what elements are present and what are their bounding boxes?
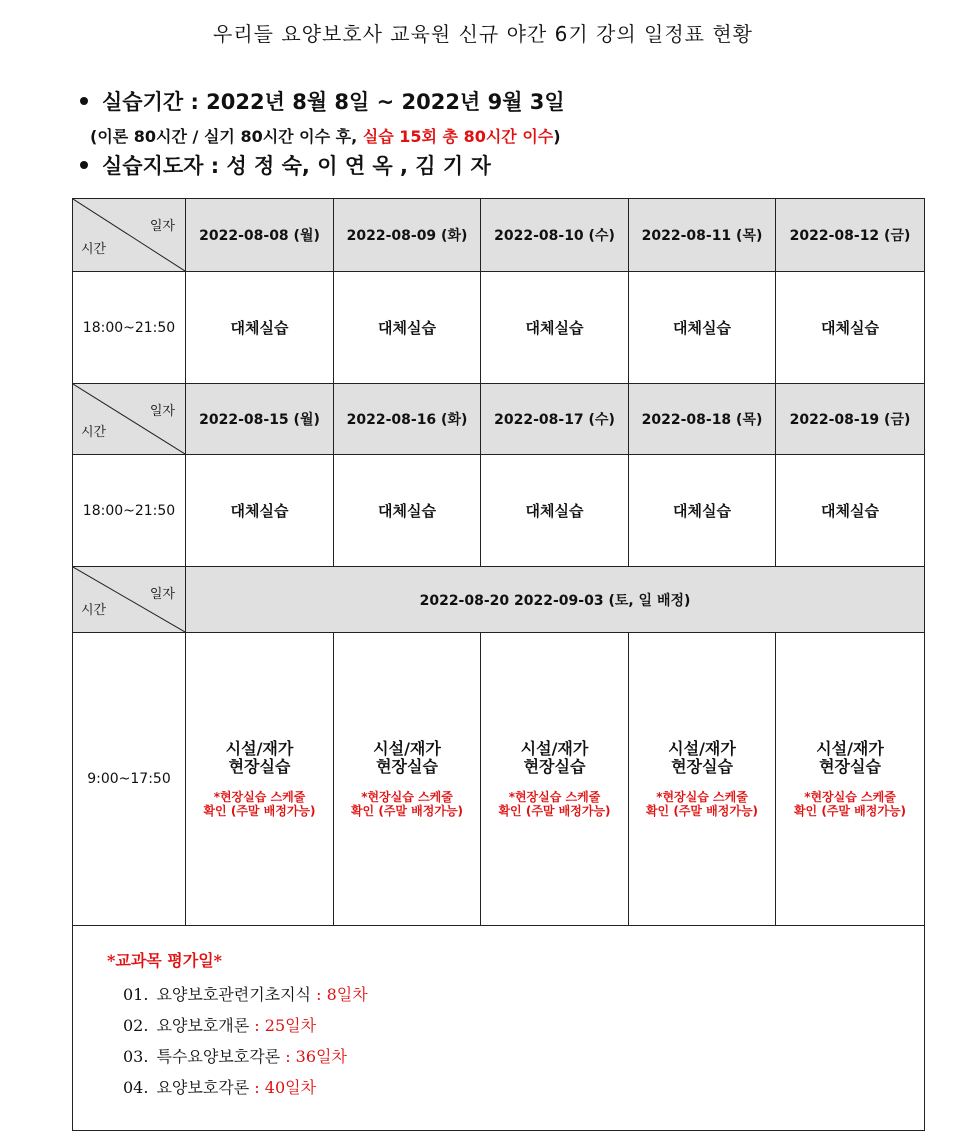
- schedule-note: *현장실습 스케줄 확인 (주말 배정가능): [203, 790, 316, 818]
- session-cell: 대체실습: [776, 455, 925, 567]
- week1-body-row: [73, 272, 925, 384]
- schedule-table: [72, 198, 925, 1131]
- session-cell: 대체실습: [334, 272, 481, 384]
- date-header: 2022-08-12 (금): [776, 199, 925, 272]
- practice-label: 현장실습: [819, 757, 881, 776]
- evaluation-item: 01. 요양보호관련기초지식 : 8일차: [123, 985, 368, 1004]
- time-cell: 18:00~21:50: [73, 455, 186, 567]
- date-header: 2022-08-19 (금): [776, 384, 925, 455]
- date-range-header: 2022-08-20 2022-09-03 (토, 일 배정): [186, 567, 925, 633]
- corner-date-label: 일자: [149, 404, 175, 419]
- date-header: 2022-08-16 (화): [334, 384, 481, 455]
- bullet-icon: [80, 161, 88, 169]
- evaluation-cell: [73, 926, 925, 1131]
- corner-time-label: 시간: [81, 242, 107, 257]
- practice-type: 시설/재가: [373, 739, 441, 758]
- evaluation-item: 04. 요양보호각론 : 40일차: [123, 1078, 317, 1097]
- week3-body-row: [73, 633, 925, 926]
- session-cell: 대체실습: [481, 272, 629, 384]
- date-header: 2022-08-08 (월): [186, 199, 334, 272]
- evaluation-row: [73, 926, 925, 1131]
- time-cell: 9:00~17:50: [73, 633, 186, 926]
- field-practice-cell: [776, 633, 925, 926]
- schedule-note: *현장실습 스케줄 확인 (주말 배정가능): [793, 790, 907, 818]
- practice-type: 시설/재가: [225, 739, 294, 758]
- corner-date-label: 일자: [149, 219, 175, 234]
- field-practice-cell: [481, 633, 629, 926]
- date-header: 2022-08-15 (월): [186, 384, 334, 455]
- evaluation-title: *교과목 평가일*: [107, 951, 223, 970]
- practice-label: 현장실습: [671, 757, 733, 776]
- week2-body-row: [73, 455, 925, 567]
- hours-note: [90, 124, 561, 147]
- bullet-icon: [80, 97, 88, 105]
- corner-cell: [73, 567, 186, 633]
- period-text: 실습기간 : 2022년 8월 8일 ~ 2022년 9월 3일: [102, 90, 565, 114]
- week2-header-row: [73, 384, 925, 455]
- evaluation-item: 02. 요양보호개론 : 25일차: [123, 1016, 317, 1035]
- practice-label: 현장실습: [228, 757, 291, 776]
- practice-label: 현장실습: [376, 757, 438, 776]
- supervisor-line: [80, 150, 491, 180]
- practice-type: 시설/재가: [668, 739, 736, 758]
- hours-note-text: (이론 80시간 / 실기 80시간 이수 후,: [90, 127, 363, 146]
- week1-header-row: [73, 199, 925, 272]
- session-cell: 대체실습: [186, 272, 334, 384]
- field-practice-cell: [629, 633, 776, 926]
- date-header: 2022-08-17 (수): [481, 384, 629, 455]
- corner-time-label: 시간: [81, 425, 107, 440]
- corner-cell: [73, 199, 186, 272]
- schedule-note: *현장실습 스케줄 확인 (주말 배정가능): [645, 790, 759, 818]
- session-cell: 대체실습: [629, 272, 776, 384]
- supervisor-text: 실습지도자 : 성 정 숙, 이 연 옥 , 김 기 자: [102, 154, 491, 178]
- week3-header-row: [73, 567, 925, 633]
- session-cell: 대체실습: [481, 455, 629, 567]
- date-header: 2022-08-11 (목): [629, 199, 776, 272]
- schedule-note: *현장실습 스케줄 확인 (주말 배정가능): [350, 790, 464, 818]
- field-practice-cell: [334, 633, 481, 926]
- field-practice-cell: [186, 633, 334, 926]
- practice-type: 시설/재가: [520, 739, 589, 758]
- page-title: 우리들 요양보호사 교육원 신규 야간 6기 강의 일정표 현황: [213, 22, 753, 46]
- date-header: 2022-08-09 (화): [334, 199, 481, 272]
- session-cell: 대체실습: [776, 272, 925, 384]
- practice-type: 시설/재가: [816, 739, 884, 758]
- hours-note-highlight: 실습 15회 총 80시간 이수: [362, 127, 554, 146]
- hours-note-end: ): [553, 127, 561, 146]
- evaluation-item: 03. 특수요양보호각론 : 36일차: [123, 1047, 347, 1066]
- corner-date-label: 일자: [149, 587, 175, 602]
- evaluation-list: [123, 979, 924, 1103]
- session-cell: 대체실습: [334, 455, 481, 567]
- practice-label: 현장실습: [523, 757, 586, 776]
- schedule-note: *현장실습 스케줄 확인 (주말 배정가능): [498, 790, 611, 818]
- date-header: 2022-08-10 (수): [481, 199, 629, 272]
- time-cell: 18:00~21:50: [73, 272, 186, 384]
- session-cell: 대체실습: [629, 455, 776, 567]
- session-cell: 대체실습: [186, 455, 334, 567]
- corner-time-label: 시간: [81, 603, 107, 618]
- period-line: [80, 86, 565, 116]
- date-header: 2022-08-18 (목): [629, 384, 776, 455]
- corner-cell: [73, 384, 186, 455]
